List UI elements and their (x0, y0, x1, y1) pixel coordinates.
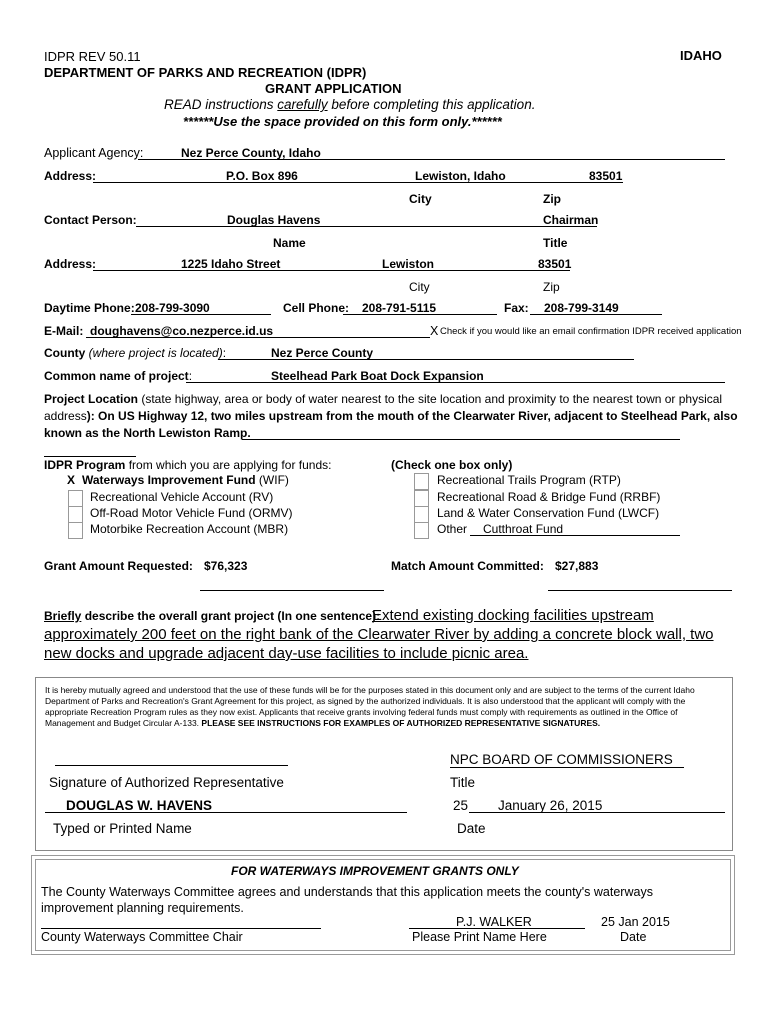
form-id: IDPR REV 50.11 (44, 49, 141, 64)
project-location-underline (242, 439, 680, 440)
email-value[interactable]: doughavens@co.nezperce.id.us (90, 324, 274, 338)
lwcf-label: Land & Water Conservation Fund (LWCF) (437, 506, 660, 520)
rrbf-checkbox[interactable] (414, 490, 429, 507)
cell-phone-label: Cell Phone: (283, 301, 350, 315)
signature-caption: Signature of Authorized Representative (49, 775, 284, 790)
mbr-label: Motorbike Recreation Account (MBR) (90, 522, 289, 536)
waterways-heading: FOR WATERWAYS IMPROVEMENT GRANTS ONLY (231, 864, 519, 878)
fax-label: Fax: (504, 301, 529, 315)
email-label: E-Mail: (44, 324, 84, 338)
zip-value[interactable]: 83501 (589, 169, 623, 183)
other-value[interactable]: Cutthroat Fund (483, 522, 564, 536)
address-value[interactable]: P.O. Box 896 (226, 169, 298, 183)
description-label: Briefly describe the overall grant project (In one sentence): (44, 609, 381, 623)
daytime-phone-label: Daytime Phone: (44, 301, 135, 315)
contact-person-line (136, 226, 597, 227)
zip-caption: Zip (543, 192, 561, 206)
page-title: GRANT APPLICATION (265, 81, 402, 96)
address-label: Address: (44, 169, 97, 183)
match-amount-label: Match Amount Committed: (391, 559, 544, 573)
state-label: IDAHO (680, 48, 722, 63)
cell-phone-value[interactable]: 208-791-5115 (362, 301, 437, 315)
print-name-line (409, 928, 585, 929)
project-location-line2: address): On US Highway 12, two miles upstream from the mouth of the Clearwater River, adjacent to Steelhead Park, also (44, 409, 738, 423)
read-instructions: READ instructions carefully before completing this application. (164, 97, 536, 112)
contact-address-value[interactable]: 1225 Idaho Street (181, 257, 281, 271)
rv-checkbox[interactable] (68, 490, 83, 507)
date-day[interactable]: 25 (453, 798, 469, 813)
title-caption: Title (450, 775, 476, 790)
rtp-checkbox[interactable] (414, 473, 429, 490)
applicant-agency-value[interactable]: Nez Perce County, Idaho (181, 146, 321, 160)
contact-city-caption: City (409, 280, 430, 294)
chair-caption: County Waterways Committee Chair (41, 930, 243, 944)
match-amount-value[interactable]: $27,883 (555, 559, 599, 573)
waterways-text: The County Waterways Committee agrees and understands that this application meets the county's waterways improvement planning requirements. (41, 885, 653, 915)
lwcf-checkbox[interactable] (414, 506, 429, 523)
date-value[interactable]: January 26, 2015 (498, 798, 603, 813)
grant-amount-label: Grant Amount Requested: (44, 559, 193, 573)
address-line (93, 182, 623, 183)
rrbf-label: Recreational Road & Bridge Fund (RRBF) (437, 490, 661, 504)
city-caption: City (409, 192, 432, 206)
name-caption: Name (273, 236, 306, 250)
printed-name-value[interactable]: DOUGLAS W. HAVENS (66, 798, 213, 813)
chair-date-caption: Date (620, 930, 647, 944)
contact-address-label: Address: (44, 257, 97, 271)
contact-person-label: Contact Person: (44, 213, 137, 227)
contact-zip-caption: Zip (543, 280, 560, 294)
rtp-label: Recreational Trails Program (RTP) (437, 473, 621, 487)
rv-label: Recreational Vehicle Account (RV) (90, 490, 274, 504)
daytime-phone-value[interactable]: 208-799-3090 (135, 301, 210, 315)
description-line1[interactable]: Extend existing docking facilities upstream (372, 607, 654, 624)
title-line (450, 767, 684, 768)
wif-label: Waterways Improvement Fund (WIF) (82, 473, 289, 487)
contact-address-line (93, 270, 570, 271)
project-location-line3[interactable]: known as the North Lewiston Ramp. (44, 426, 251, 440)
check-one-note: (Check one box only) (391, 458, 513, 472)
printed-name-line (45, 812, 407, 813)
wif-checkbox[interactable]: X (67, 473, 76, 487)
signature-line[interactable] (55, 765, 288, 766)
other-checkbox[interactable] (414, 522, 429, 539)
match-amount-line (548, 590, 732, 591)
title-value[interactable]: NPC BOARD OF COMMISSIONERS (450, 752, 673, 767)
email-confirm-checkbox[interactable]: X (430, 324, 439, 338)
ormv-checkbox[interactable] (68, 506, 83, 523)
fax-value[interactable]: 208-799-3149 (544, 301, 619, 315)
grant-amount-value[interactable]: $76,323 (204, 559, 248, 573)
chair-date-value[interactable]: 25 Jan 2015 (601, 915, 670, 929)
department-name: DEPARTMENT OF PARKS AND RECREATION (IDPR) (44, 65, 367, 80)
date-line (469, 812, 725, 813)
mbr-checkbox[interactable] (68, 522, 83, 539)
description-line2[interactable]: approximately 200 feet on the right bank of the Clearwater River by adding a concrete block wall, two (44, 626, 714, 643)
chair-signature-line[interactable] (41, 928, 321, 929)
space-note: ******Use the space provided on this form only.****** (183, 114, 502, 129)
agreement-text: It is hereby mutually agreed and understood that the use of these funds will be for the purposes stated in this document only and are subject to the terms of the current Idaho Department of Parks and Recreation's Grant Agreement for this project, as signed by the authorized individuals. It is also understood that the applicant will comply with the appropriate Recreation Program rules as they now exist. Applicants that receive grants involving federal funds must comply with requirements as outlined in the Office of Management and Budget Circular A-133. PLEASE SEE INSTRUCTIONS FOR EXAMPLES OF AUTHORIZED REPRESENTATIVE SIGNATURES. (45, 685, 695, 728)
program-label: IDPR Program from which you are applying for funds: (44, 458, 332, 472)
print-name-caption: Please Print Name Here (412, 930, 547, 944)
date-caption: Date (457, 821, 486, 836)
contact-name-value[interactable]: Douglas Havens (227, 213, 321, 227)
applicant-agency-label: Applicant Agency: (44, 146, 144, 160)
contact-title-value[interactable]: Chairman (543, 213, 599, 227)
print-name-value[interactable]: P.J. WALKER (456, 915, 532, 929)
common-name-value[interactable]: Steelhead Park Boat Dock Expansion (271, 369, 484, 383)
contact-zip-value[interactable]: 83501 (538, 257, 572, 271)
county-label: County (where project is located): (44, 346, 227, 360)
title-caption: Title (543, 236, 568, 250)
common-name-label: Common name of project: (44, 369, 193, 383)
contact-city-value[interactable]: Lewiston (382, 257, 435, 271)
separator-line (44, 456, 136, 457)
ormv-label: Off-Road Motor Vehicle Fund (ORMV) (90, 506, 293, 520)
project-location-line1: Project Location (state highway, area or body of water nearest to the site location and proximity to the nearest town or physical (44, 392, 723, 406)
printed-name-caption: Typed or Printed Name (53, 821, 192, 836)
email-confirm-text: Check if you would like an email confirmation IDPR received application (440, 326, 742, 337)
city-value[interactable]: Lewiston, Idaho (415, 169, 506, 183)
other-label: Other (437, 522, 468, 536)
county-value[interactable]: Nez Perce County (271, 346, 374, 360)
description-line3[interactable]: new docks and upgrade adjacent day-use facilities to include picnic area. (44, 645, 529, 662)
grant-amount-line (200, 590, 384, 591)
